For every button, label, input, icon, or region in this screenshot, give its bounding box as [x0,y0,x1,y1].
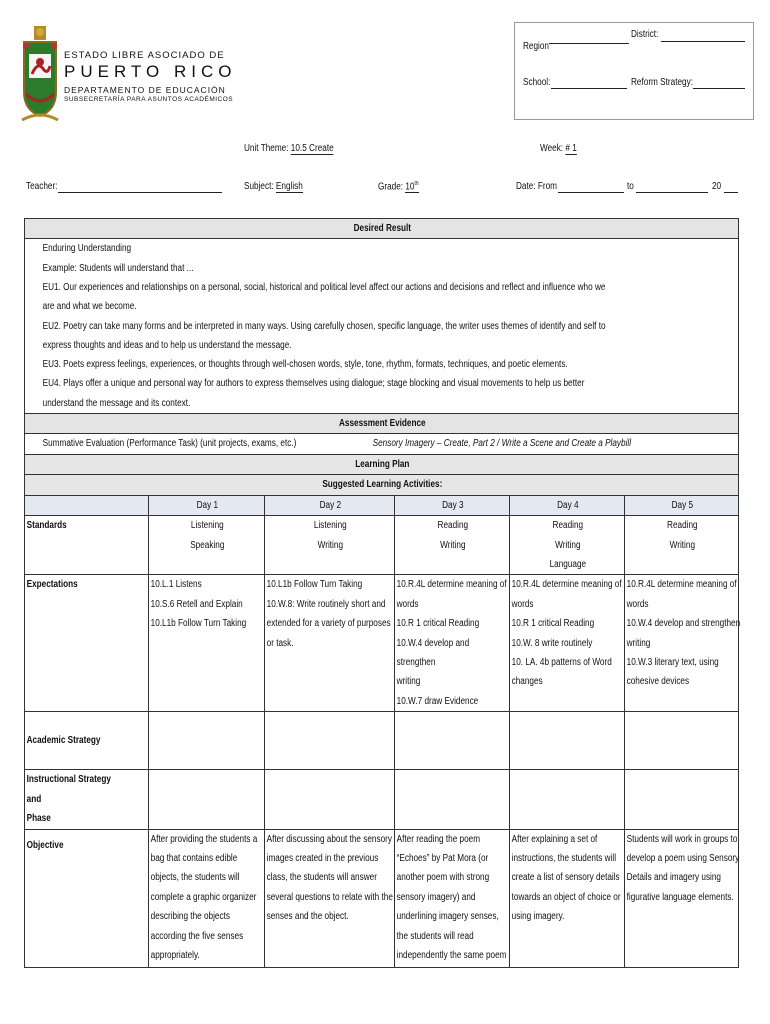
objective-row [25,829,739,967]
objective-line: develop a poem using Sensory [626,852,740,864]
standards-day-2 [277,516,383,555]
region-field[interactable] [549,33,629,44]
standards-day-4 [520,516,613,574]
org-line-3: DEPARTAMENTO DE EDUCACIÓN [64,85,226,95]
academic-strategy-label: Academic Strategy [26,735,101,747]
objective-line: After reading the poem [396,833,481,845]
expectation-item: 10. LA. 4b patterns of Word [511,656,612,668]
unit-theme-label: Unit Theme: [244,143,289,154]
standard-item: Reading [667,520,698,532]
objective-line: another poem with strong [396,872,490,884]
objective-line: according the five senses [150,930,244,942]
eu-line: EU4. Plays offer a unique and personal way for authors to express themselves using dialogue; stage blocking and visual movements to help us better [42,378,585,390]
eu-line: Example: Students will understand that ... [42,262,194,274]
expectation-item: 10.R 1 critical Reading [511,618,595,630]
standard-item: Writing [440,539,466,551]
eu-line: understand the message and its context. [42,397,191,409]
expectation-item: 10.W. 8 write routinely [511,637,593,649]
objective-day-2 [265,830,393,927]
academic-strategy-day-5[interactable] [625,712,739,770]
objective-line: After explaining a set of [511,833,598,845]
objective-line: instructions, the students will [511,852,617,864]
expectation-item: cohesive devices [626,676,690,688]
objective-day-3 [395,830,507,966]
week-value: # 1 [565,143,577,154]
expectation-item: or task. [266,637,294,649]
objective-line: appropriately. [150,949,200,961]
week-label: Week: [540,143,564,154]
org-line-2: PUERTO RICO [64,62,237,81]
unit-theme [244,143,334,155]
objective-day-4 [510,830,621,927]
expectation-item: strengthen [396,656,436,668]
objective-line: After discussing about the sensory [266,833,392,845]
objective-line: independently the same poem [396,949,507,961]
region-label: Region [523,41,549,52]
expectation-item: 10.W.4 develop and [396,637,470,649]
standard-item: Writing [317,539,344,551]
standards-label: Standards [26,520,67,532]
instructional-label-line: Phase [26,813,51,825]
performance-task: Sensory Imagery – Create, Part 2 / Write a Scene and Create a Playbill [372,438,632,450]
expectation-item: words [511,598,534,610]
academic-strategy-row [25,712,739,770]
standard-item: Language [549,558,587,570]
expectation-item: 10.L1b Follow Turn Taking [150,618,247,630]
instructional-strategy-label [25,770,126,828]
expectation-item: words [626,598,649,610]
standards-day-5 [635,516,728,555]
school-field[interactable] [551,78,627,89]
eu-line: EU1. Our experiences and relationships on a personal, social, historical and political level affect our actions and decisions and reflect and influence who we [42,282,606,293]
objective-line: underlining imagery senses, [396,911,499,923]
lesson-plan-table [24,218,739,968]
eu-line: express thoughts and ideas and to help us understand the message. [42,339,292,351]
expectation-item: changes [511,676,543,688]
expectation-item: 10.L1b Follow Turn Taking [266,579,363,591]
objective-line: create a list of sensory details [511,872,620,884]
day-5-header: Day 5 [671,499,694,511]
expectation-item: 10.S.6 Retell and Explain [150,598,243,610]
date-to-field[interactable] [636,192,708,193]
week [540,143,577,155]
objective-line: sensory imagery) and [396,891,476,903]
standards-row [25,516,739,575]
instructional-strategy-day-3[interactable] [395,770,510,829]
standard-item: Reading [552,520,584,532]
puerto-rico-seal-icon [20,24,60,128]
expectation-item: 10.R 1 critical Reading [396,618,480,630]
instructional-strategy-day-1[interactable] [149,770,265,829]
learning-plan-header-row [25,454,739,474]
objective-line: Students will work in groups to [626,833,738,845]
academic-strategy-day-3[interactable] [395,712,510,770]
day-4-header: Day 4 [557,499,579,511]
grade-label: Grade: [378,181,404,193]
date-from-field[interactable] [558,192,624,193]
expectation-item: writing [626,637,651,649]
day-1-header: Day 1 [196,499,219,511]
objective-line: class, the students will answer [266,872,377,884]
eu-line: are and what we become. [42,301,137,313]
eu-line: EU3. Poets express feelings, experiences, or thoughts through well-chosen words, style, tone, rhythm, formats, techniques, and poetic elements. [42,359,568,371]
subject-value: English [275,181,303,192]
organization-header [64,50,236,103]
academic-strategy-day-4[interactable] [510,712,625,770]
objective-label: Objective [26,839,64,851]
day-3-header: Day 3 [442,499,464,511]
academic-strategy-day-2[interactable] [265,712,395,770]
desired-result-header-row [25,219,739,239]
eu-line: Enduring Understanding [42,243,132,255]
assessment-header-row [25,414,739,434]
grade-suffix: th [414,181,419,187]
objective-line: bag that contains edible [150,852,238,864]
objective-line: several questions to relate with the [266,891,393,903]
objective-line: After providing the students a [150,833,258,845]
instructional-strategy-row [25,770,739,829]
objective-line: figurative language elements. [626,891,734,903]
district-label: District: [631,29,659,40]
standard-item: Writing [555,539,581,551]
instructional-strategy-day-2[interactable] [265,770,395,829]
summative-evaluation: Summative Evaluation (Performance Task) (unit projects, exams, etc.) [42,438,297,450]
expectations-day-2 [265,575,391,653]
district-field[interactable] [661,31,745,42]
objective-line: towards an object of choice or [511,891,621,903]
standard-item: Listening [313,520,347,532]
expectations-day-3 [395,575,507,711]
grade [378,181,419,193]
objective-line: Details and imagery using [626,872,721,884]
objective-line: objects, the students will [150,872,240,884]
date-to-label: to [627,181,634,192]
unit-theme-value: 10.5 Create [290,143,334,154]
standard-item: Reading [437,520,469,532]
expectation-item: 10.L.1 Listens [150,579,202,591]
day-header-row [25,495,739,515]
region-info-box [514,22,754,120]
enduring-understanding-text [41,239,740,413]
learning-plan-heading: Learning Plan [355,458,410,470]
teacher-field[interactable] [58,192,222,193]
standards-day-1 [159,516,253,555]
objective-line: using imagery. [511,911,565,923]
objective-line: “Echoes” by Pat Mora (or [396,852,489,864]
objective-line: images created in the previous [266,852,379,864]
objective-line: senses and the object. [266,911,349,923]
expectations-day-5 [625,575,741,691]
objective-day-1 [149,830,258,966]
objective-line: describing the objects [150,911,230,923]
assessment-row [25,434,739,454]
reform-strategy-field[interactable] [693,78,745,89]
eu-line: EU2. Poetry can take many forms and be interpreted in many ways. Using carefully chosen, specific language, the writer uses themes of identify and self to [42,320,606,332]
instructional-strategy-day-5[interactable] [625,770,739,829]
objective-day-5 [625,830,740,908]
expectations-day-4 [510,575,622,691]
expectation-item: 10.R.4L determine meaning of [626,579,737,591]
subject [244,181,303,193]
expectation-item: 10.R.4L determine meaning of [396,579,507,591]
expectation-item: writing [396,676,421,688]
expectation-item: 10.W.8: Write routinely short and [266,598,386,610]
org-line-1: ESTADO LIBRE ASOCIADO DE [64,50,225,61]
reform-strategy-label: Reform Strategy: [631,77,693,88]
suggested-activities-heading: Suggested Learning Activities: [322,479,443,491]
expectation-item: 10.R.4L determine meaning of [511,579,622,591]
year-label: 20 [712,181,722,192]
instructional-strategy-day-4[interactable] [510,770,625,829]
academic-strategy-day-1[interactable] [149,712,265,770]
objective-line: the students will read [396,930,474,942]
grade-value: 10 [405,181,415,193]
date-from-label: Date: From [516,181,558,192]
expectation-item: extended for a variety of purposes [266,618,391,630]
objective-line: complete a graphic organizer [150,891,257,903]
standard-item: Speaking [190,539,225,551]
standard-item: Listening [190,520,224,532]
desired-result-row [25,239,739,414]
school-label: School: [523,77,551,88]
expectation-item: 10.W.4 develop and strengthen [626,618,741,630]
teacher-label: Teacher: [26,181,58,192]
expectations-label: Expectations [26,579,78,591]
standard-item: Writing [669,539,696,551]
expectations-row [25,575,739,712]
org-line-4: SUBSECRETARÍA PARA ASUNTOS ACADÉMICOS [64,96,234,103]
assessment-heading: Assessment Evidence [339,418,426,430]
year-field[interactable] [724,192,738,193]
subject-label: Subject: [244,181,274,192]
desired-result-heading: Desired Result [353,223,412,234]
expectation-item: 10.W.7 draw Evidence [396,695,479,707]
suggested-activities-row [25,475,739,495]
expectations-day-1 [149,575,247,633]
expectation-item: 10.W.3 literary text, using [626,656,719,668]
expectation-item: words [396,598,419,610]
instructional-label-line: Instructional Strategy and [26,774,111,805]
standards-day-3 [405,516,498,555]
day-2-header: Day 2 [319,499,342,511]
blank-header-cell [25,495,149,515]
